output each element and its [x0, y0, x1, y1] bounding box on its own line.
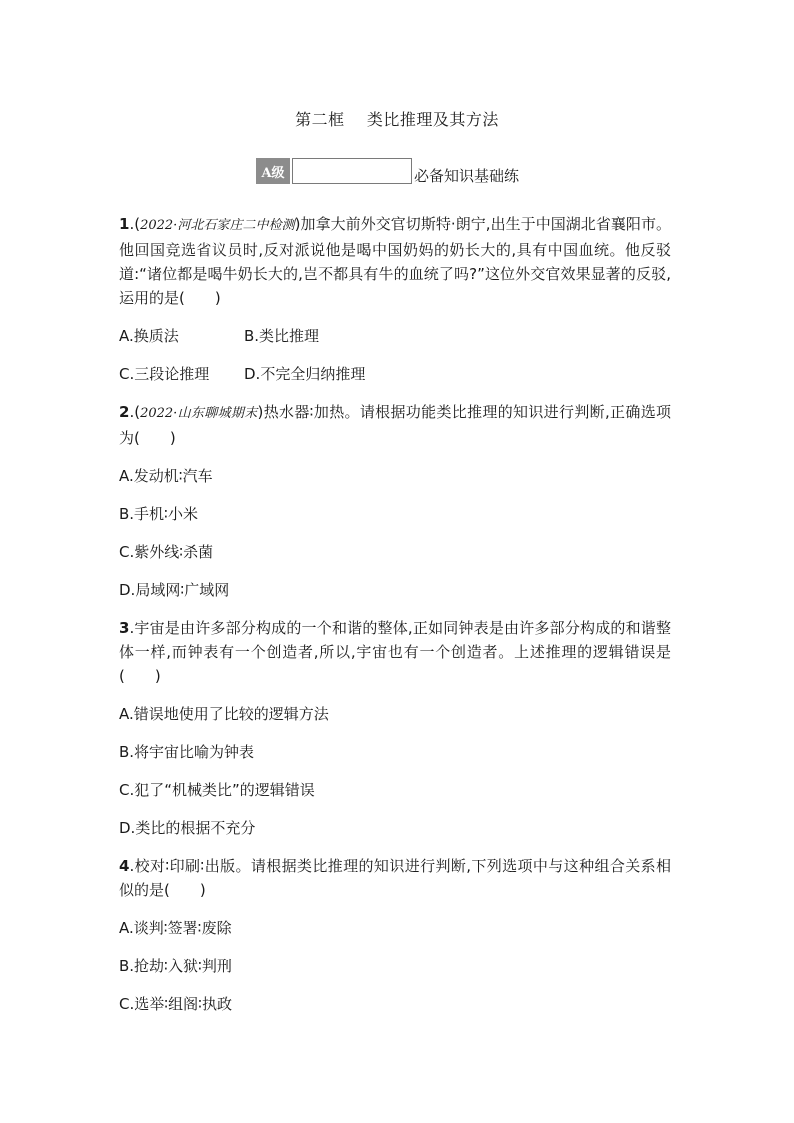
question-4-option-b[interactable]: B.抢劫∶入狱∶判刑: [119, 957, 232, 975]
question-2-option-a[interactable]: A.发动机∶汽车: [119, 467, 213, 485]
question-2-option-c[interactable]: C.紫外线∶杀菌: [119, 543, 214, 561]
question-3-number: 3: [119, 619, 130, 637]
question-2-source: 2022·山东聊城期末: [140, 406, 258, 421]
question-3-text: 宇宙是由许多部分构成的一个和谐的整体,正如同钟表是由许多部分构成的和谐整体一样,而钟表有一个创造者,所以,宇宙也有一个创造者。上述推理的逻辑错误是( ): [119, 619, 671, 685]
question-2-stem: 2.(2022·山东聊城期末)热水器∶加热。请根据功能类比推理的知识进行判断,正确选项为( ): [119, 403, 672, 447]
question-1-text: )加拿大前外交官切斯特·朗宁,出生于中国湖北省襄阳市。他回国竞选省议员时,反对派说他是喝中国奶妈的奶长大的,具有中国血统。他反驳道:“诸位都是喝牛奶长大的,岂不都具有牛的血统了吗?”这位外交官效果显著的反驳,运用的是( ): [119, 215, 671, 307]
question-3-option-d[interactable]: D.类比的根据不充分: [119, 819, 256, 837]
question-2-text: )热水器∶加热。请根据功能类比推理的知识进行判断,正确选项为( ): [119, 403, 672, 447]
question-4-stem: 4.校对∶印刷∶出版。请根据类比推理的知识进行判断,下列选项中与这种组合关系相似的是( ): [119, 857, 671, 899]
question-1-options-row-2: [119, 362, 671, 386]
question-3-option-a[interactable]: A.错误地使用了比较的逻辑方法: [119, 705, 329, 723]
question-1-source: 2022·河北石家庄二中检测: [140, 218, 295, 233]
question-2-option-d[interactable]: D.局域网∶广域网: [119, 581, 230, 599]
question-1-option-a[interactable]: A.换质法: [119, 327, 179, 345]
question-1-option-c[interactable]: C.三段论推理: [119, 365, 210, 383]
question-1-option-b[interactable]: B.类比推理: [244, 327, 320, 345]
question-1-number: 1: [119, 215, 130, 233]
level-badge: A级: [256, 158, 290, 184]
page-title-part2: 类比推理及其方法: [366, 110, 499, 129]
question-3-stem: 3.宇宙是由许多部分构成的一个和谐的整体,正如同钟表是由许多部分构成的和谐整体一样,而钟表有一个创造者,所以,宇宙也有一个创造者。上述推理的逻辑错误是( ): [119, 619, 671, 685]
level-header: [256, 157, 519, 185]
question-4-option-c[interactable]: C.选举∶组阁∶执政: [119, 995, 233, 1013]
question-1-options-row-1: [119, 324, 671, 348]
question-3-option-c[interactable]: C.犯了“机械类比”的逻辑错误: [119, 781, 315, 799]
question-2-option-b[interactable]: B.手机∶小米: [119, 505, 198, 523]
page-title: [0, 107, 794, 130]
question-4-option-a[interactable]: A.谈判∶签署∶废除: [119, 919, 232, 937]
question-4-number: 4: [119, 857, 130, 875]
level-blank-box: [292, 158, 412, 184]
question-3-option-b[interactable]: B.将宇宙比喻为钟表: [119, 743, 255, 761]
level-label: 必备知识基础练: [414, 166, 520, 185]
question-4-text: 校对∶印刷∶出版。请根据类比推理的知识进行判断,下列选项中与这种组合关系相似的是( ): [119, 857, 671, 899]
page-title-part1: 第二框: [295, 110, 345, 129]
question-2-number: 2: [119, 403, 130, 421]
question-1-stem: 1.(2022·河北石家庄二中检测)加拿大前外交官切斯特·朗宁,出生于中国湖北省襄阳市。他回国竞选省议员时,反对派说他是喝中国奶妈的奶长大的,具有中国血统。他反驳道:“诸位都是喝牛奶长大的,岂不都具有牛的血统了吗?”这位外交官效果显著的反驳,运用的是( ): [119, 215, 671, 307]
question-list: [119, 212, 671, 1030]
question-1-option-d[interactable]: D.不完全归纳推理: [244, 365, 366, 383]
